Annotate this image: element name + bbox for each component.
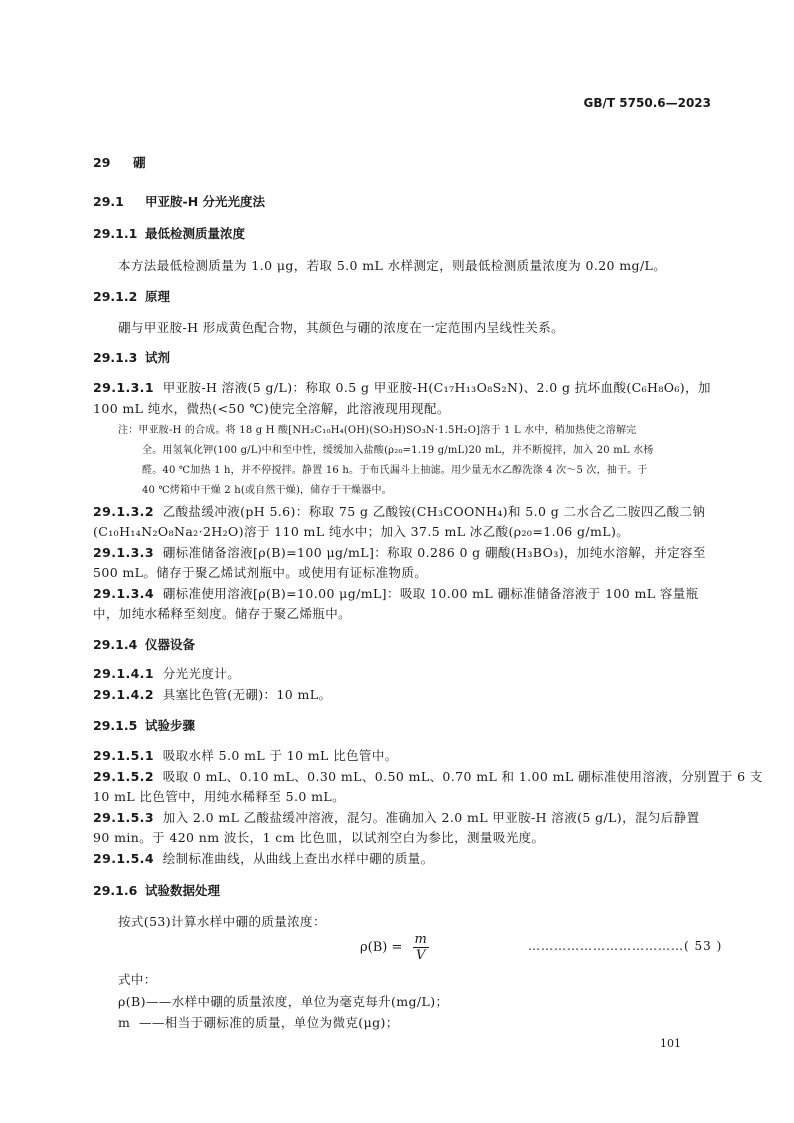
paragraph: 硼与甲亚胺-H 形成黄色配合物，其颜色与硼的浓度在一定范围内呈线性关系。 — [118, 320, 564, 335]
paragraph-line: 10 mL 比色管中，用纯水稀释至 5.0 mL。 — [93, 789, 345, 804]
section-29-1-5-heading — [93, 716, 195, 734]
section-title: 硼 — [133, 155, 146, 170]
item-number: 29.1.5.4 — [93, 851, 154, 866]
standard-number: GB/T 5750.6—2023 — [583, 96, 711, 110]
definition-line: m ——相当于硼标准的质量，单位为微克(μg)； — [118, 1015, 399, 1030]
item-text: 乙酸盐缓冲液(pH 5.6)：称取 75 g 乙酸铵(CH₃COONH₄)和 5.0 g 二水合乙二胺四乙酸二钠 — [162, 504, 706, 519]
section-29-1-4-heading — [93, 635, 195, 653]
item-number: 29.1.3.4 — [93, 586, 154, 601]
definition-line: ρ(B)——水样中硼的质量浓度，单位为毫克每升(mg/L)； — [118, 994, 449, 1009]
item-number: 29.1.5.1 — [93, 748, 154, 763]
section-29-1-3-heading — [93, 348, 170, 366]
paragraph-line: 500 mL。储存于聚乙烯试剂瓶中。或使用有证标准物质。 — [93, 565, 428, 580]
section-number: 29.1.3 — [93, 350, 138, 365]
item-number: 29.1.5.2 — [93, 769, 154, 784]
item-text: 甲亚胺-H 溶液(5 g/L)：称取 0.5 g 甲亚胺-H(C₁₇H₁₃O₈S₂N)、2.0 g 抗坏血酸(C₆H₈O₆)，加 — [162, 380, 711, 395]
where-label: 式中： — [118, 972, 157, 987]
item-number: 29.1.3.3 — [93, 545, 154, 560]
note-line: 40 ℃烤箱中干燥 2 h(或自然干燥)，储存于干燥器中。 — [142, 485, 392, 496]
step-item-4 — [93, 849, 701, 867]
section-title: 试剂 — [145, 350, 171, 365]
section-29-1-1-heading — [93, 224, 245, 242]
equation-number: ………………………………( 53 ) — [528, 939, 723, 953]
note-line: 全。用氢氧化钾(100 g/L)中和至中性，缓缓加入盐酸(ρ₂₀=1.19 g/mL)20 mL，并不断搅拌，加入 20 mL 水杨 — [142, 445, 654, 456]
equipment-item-2 — [93, 685, 701, 703]
item-text: 加入 2.0 mL 乙酸盐缓冲溶液，混匀。准确加入 2.0 mL 甲亚胺-H 溶液(5 g/L)，混匀后静置 — [162, 810, 700, 825]
reagent-item-1 — [93, 378, 711, 396]
formula-denominator: V — [415, 948, 426, 963]
item-text: 硼标准使用溶液[ρ(B)=10.00 μg/mL]：吸取 10.00 mL 硼标准储备溶液于 100 mL 容量瓶 — [162, 586, 699, 601]
reagent-item-3 — [93, 543, 706, 561]
note-line: 注：甲亚胺-H 的合成。将 18 g H 酸[NH₂C₁₀H₄(OH)(SO₃H)SO₃N·1.5H₂O]溶于 1 L 水中，稍加热使之溶解完 — [118, 425, 637, 436]
item-text: 分光光度计。 — [162, 666, 241, 681]
formula-numerator: m — [414, 932, 427, 947]
section-number: 29.1.4 — [93, 637, 138, 652]
item-number: 29.1.3.1 — [93, 380, 154, 395]
reagent-item-2 — [93, 502, 706, 520]
item-number: 29.1.5.3 — [93, 810, 154, 825]
formula-lhs: ρ(B) = — [360, 940, 403, 955]
section-title: 试验步骤 — [145, 718, 196, 733]
section-title: 甲亚胺-H 分光光度法 — [145, 194, 266, 209]
paragraph-line: 100 mL 纯水，微热(<50 ℃)使完全溶解，此溶液现用现配。 — [93, 401, 450, 416]
paragraph-line: (C₁₀H₁₄N₂O₈Na₂·2H₂O)溶于 110 mL 纯水中；加入 37.5 mL 冰乙酸(ρ₂₀=1.06 g/mL)。 — [93, 524, 630, 539]
step-item-1 — [93, 746, 701, 764]
section-title: 试验数据处理 — [145, 883, 221, 898]
item-text: 具塞比色管(无硼)：10 mL。 — [162, 687, 332, 702]
item-number: 29.1.3.2 — [93, 504, 154, 519]
section-29-heading — [93, 153, 146, 171]
paragraph: 按式(53)计算水样中硼的质量浓度： — [118, 914, 326, 929]
section-number: 29.1.1 — [93, 226, 138, 241]
section-number: 29.1.6 — [93, 883, 138, 898]
section-title: 仪器设备 — [145, 637, 196, 652]
page-number: 101 — [660, 1037, 681, 1050]
section-number: 29.1.5 — [93, 718, 138, 733]
section-29-1-2-heading — [93, 287, 170, 305]
formula-fraction — [413, 932, 429, 963]
paragraph-line: 90 min。于 420 nm 波长，1 cm 比色皿，以试剂空白为参比，测量吸光度。 — [93, 830, 545, 845]
section-number: 29 — [93, 155, 111, 170]
section-number: 29.1.2 — [93, 289, 138, 304]
formula-53 — [360, 932, 429, 963]
item-text: 吸取 0 mL、0.10 mL、0.30 mL、0.50 mL、0.70 mL 和 1.00 mL 硼标准使用溶液，分别置于 6 支 — [162, 769, 763, 784]
section-number: 29.1 — [93, 194, 124, 209]
reagent-item-4 — [93, 584, 701, 602]
paragraph: 本方法最低检测质量为 1.0 μg，若取 5.0 mL 水样测定，则最低检测质量浓度为 0.20 mg/L。 — [118, 258, 667, 273]
equipment-item-1 — [93, 664, 701, 682]
item-text: 硼标准储备溶液[ρ(B)=100 μg/mL]：称取 0.286 0 g 硼酸(H₃BO₃)，加纯水溶解，并定容至 — [162, 545, 706, 560]
section-29-1-6-heading — [93, 881, 220, 899]
step-item-2 — [93, 767, 763, 785]
item-text: 绘制标准曲线，从曲线上查出水样中硼的质量。 — [162, 851, 434, 866]
step-item-3 — [93, 808, 701, 826]
section-29-1-heading — [93, 192, 265, 210]
paragraph-line: 中，加纯水稀释至刻度。储存于聚乙烯瓶中。 — [93, 606, 352, 621]
note-line: 醛。40 ℃加热 1 h，并不停搅拌。静置 16 h。于布氏漏斗上抽滤。用少量无水乙醇洗涤 4 次～5 次，抽干。于 — [142, 465, 648, 476]
item-number: 29.1.4.2 — [93, 687, 154, 702]
section-title: 原理 — [145, 289, 171, 304]
section-title: 最低检测质量浓度 — [145, 226, 246, 241]
item-number: 29.1.4.1 — [93, 666, 154, 681]
item-text: 吸取水样 5.0 mL 于 10 mL 比色管中。 — [162, 748, 398, 763]
